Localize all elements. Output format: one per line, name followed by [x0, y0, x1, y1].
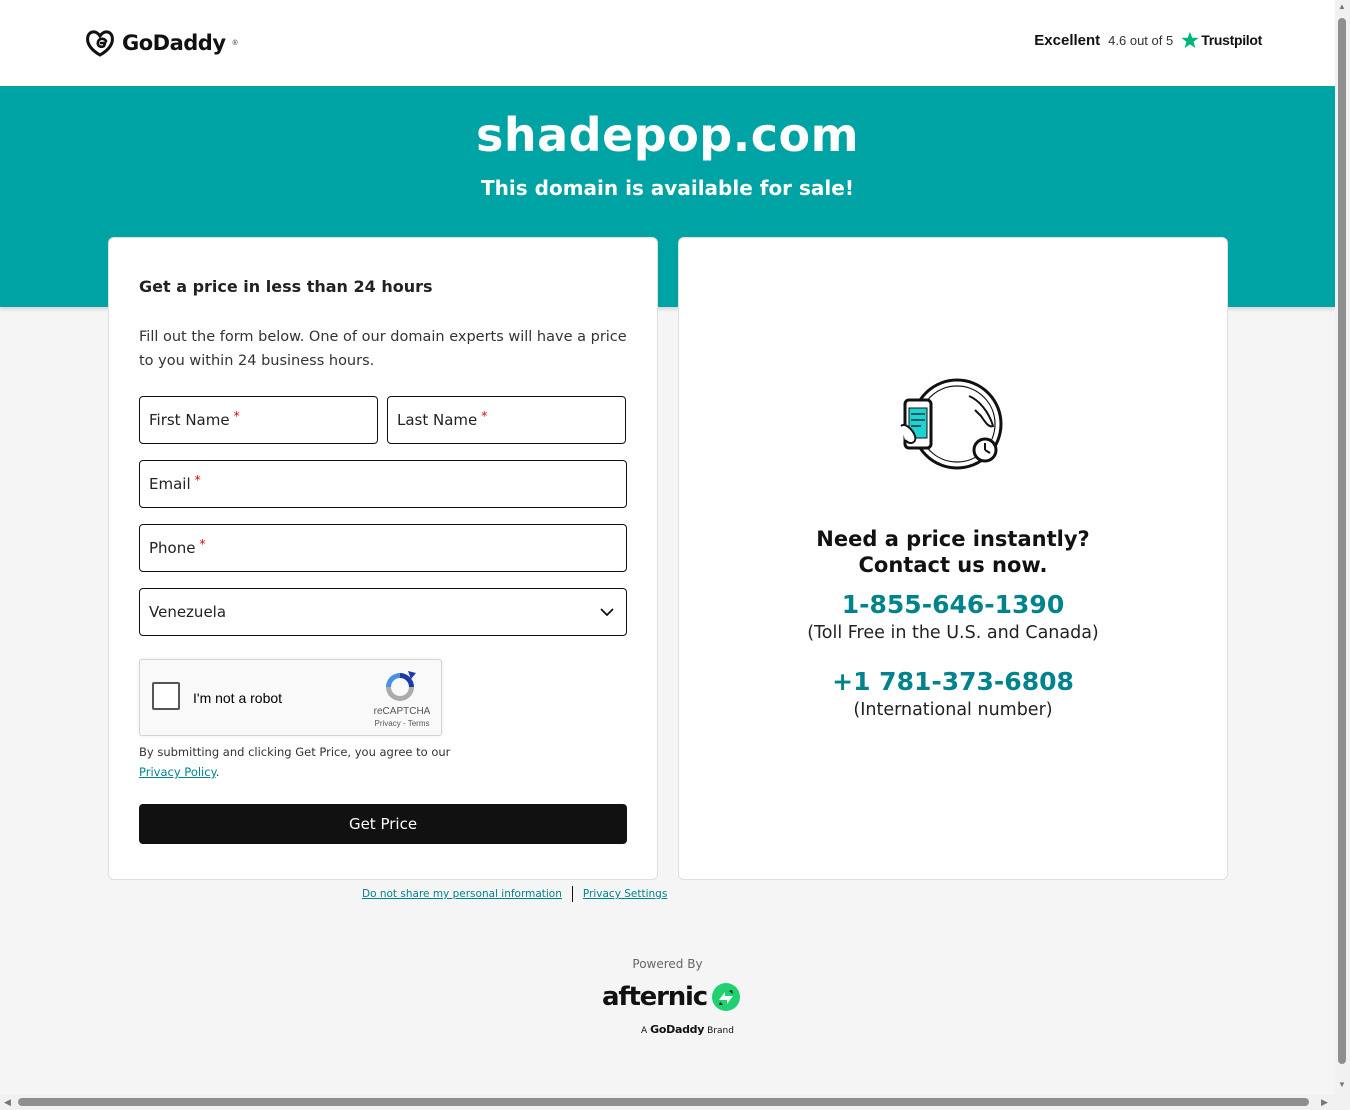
recaptcha-links[interactable]: Privacy - Terms: [374, 719, 430, 728]
trustpilot-brand: [1181, 31, 1262, 49]
scroll-down-arrow-icon[interactable]: ▼: [1338, 1080, 1346, 1089]
email-label: Email: [149, 475, 191, 493]
afternic-godaddy-brand-tag: [641, 1023, 734, 1036]
trustpilot-star-icon: [1181, 31, 1199, 49]
tag-prefix: A: [641, 1026, 648, 1036]
trustpilot-brand-text: Trustpilot: [1201, 32, 1262, 48]
get-price-button[interactable]: Get Price: [139, 804, 627, 844]
required-mark: *: [199, 537, 206, 551]
email-field[interactable]: [139, 460, 627, 508]
consent-end: .: [215, 765, 220, 779]
scroll-right-arrow-icon[interactable]: ▶: [1321, 1097, 1328, 1107]
trustpilot-widget[interactable]: [1034, 31, 1262, 49]
tag-brand: GoDaddy: [650, 1023, 705, 1036]
privacy-settings-link[interactable]: Privacy Settings: [582, 888, 668, 900]
instant-price-heading-line1: Need a price instantly?: [816, 527, 1090, 551]
contact-card: [678, 237, 1228, 880]
recaptcha-brand: reCAPTCHA: [373, 706, 431, 717]
tollfree-note: (Toll Free in the U.S. and Canada): [807, 623, 1099, 643]
trustpilot-rating-word: Excellent: [1034, 31, 1101, 49]
trustpilot-score: 4.6 out of 5: [1108, 32, 1174, 48]
vertical-scrollbar[interactable]: [1335, 0, 1350, 1095]
phone-field[interactable]: [139, 524, 627, 572]
instant-price-heading-line2: Contact us now.: [858, 553, 1048, 577]
international-phone-link[interactable]: +1 781-373-6808: [832, 667, 1074, 696]
required-mark: *: [481, 409, 488, 423]
form-title: Get a price in less than 24 hours: [139, 277, 433, 296]
site-header: [0, 0, 1335, 86]
horizontal-scroll-thumb[interactable]: [18, 1098, 1309, 1106]
required-mark: *: [233, 409, 240, 423]
tag-suffix: Brand: [707, 1026, 734, 1036]
country-selected-value: Venezuela: [149, 603, 227, 621]
godaddy-logo-text: GoDaddy: [122, 31, 226, 55]
scroll-up-arrow-icon[interactable]: ▲: [1338, 2, 1346, 11]
country-select[interactable]: [139, 588, 627, 636]
form-description: Fill out the form below. One of our domain experts will have a price to you within 24 business hours.: [139, 329, 627, 369]
footer-link-divider: [572, 886, 573, 902]
footer-links: [362, 886, 667, 902]
first-name-field[interactable]: [139, 396, 378, 444]
consent-statement: By submitting and clicking Get Price, you agree to our: [139, 745, 451, 759]
domain-name: shadepop.com: [475, 108, 860, 162]
horizontal-scrollbar[interactable]: [0, 1095, 1335, 1110]
chevron-down-icon: [600, 608, 614, 617]
international-note: (International number): [853, 700, 1053, 720]
recaptcha-label: I'm not a robot: [193, 690, 283, 706]
do-not-share-link[interactable]: Do not share my personal information: [362, 888, 562, 900]
recaptcha-checkbox[interactable]: [152, 682, 180, 710]
registered-mark: ®: [232, 39, 238, 47]
afternic-logo-text: afternic: [602, 982, 707, 1012]
consent-text: [139, 742, 479, 782]
scroll-left-arrow-icon[interactable]: ◀: [4, 1097, 11, 1107]
domain-sale-subtitle: This domain is available for sale!: [481, 176, 854, 200]
godaddy-logo[interactable]: [84, 28, 238, 58]
recaptcha-logo-icon: [383, 670, 417, 704]
godaddy-logo-icon: [84, 28, 116, 58]
tollfree-phone-link[interactable]: 1-855-646-1390: [841, 590, 1065, 619]
phone-clock-illustration-icon: [899, 376, 1009, 474]
required-mark: *: [194, 473, 201, 487]
recaptcha-widget: [139, 659, 442, 736]
afternic-arrows-icon: [711, 982, 741, 1012]
vertical-scroll-thumb[interactable]: [1338, 18, 1346, 1064]
powered-by-label: Powered By: [632, 957, 703, 971]
last-name-label: Last Name: [397, 411, 478, 429]
afternic-logo[interactable]: [602, 982, 741, 1012]
scrollbar-corner: [1335, 1095, 1350, 1110]
instant-price-heading: [679, 526, 1227, 578]
last-name-field[interactable]: [387, 396, 626, 444]
privacy-policy-link[interactable]: Privacy Policy: [139, 765, 216, 779]
price-request-card: [108, 237, 658, 880]
first-name-label: First Name: [149, 411, 230, 429]
phone-label: Phone: [149, 539, 196, 557]
